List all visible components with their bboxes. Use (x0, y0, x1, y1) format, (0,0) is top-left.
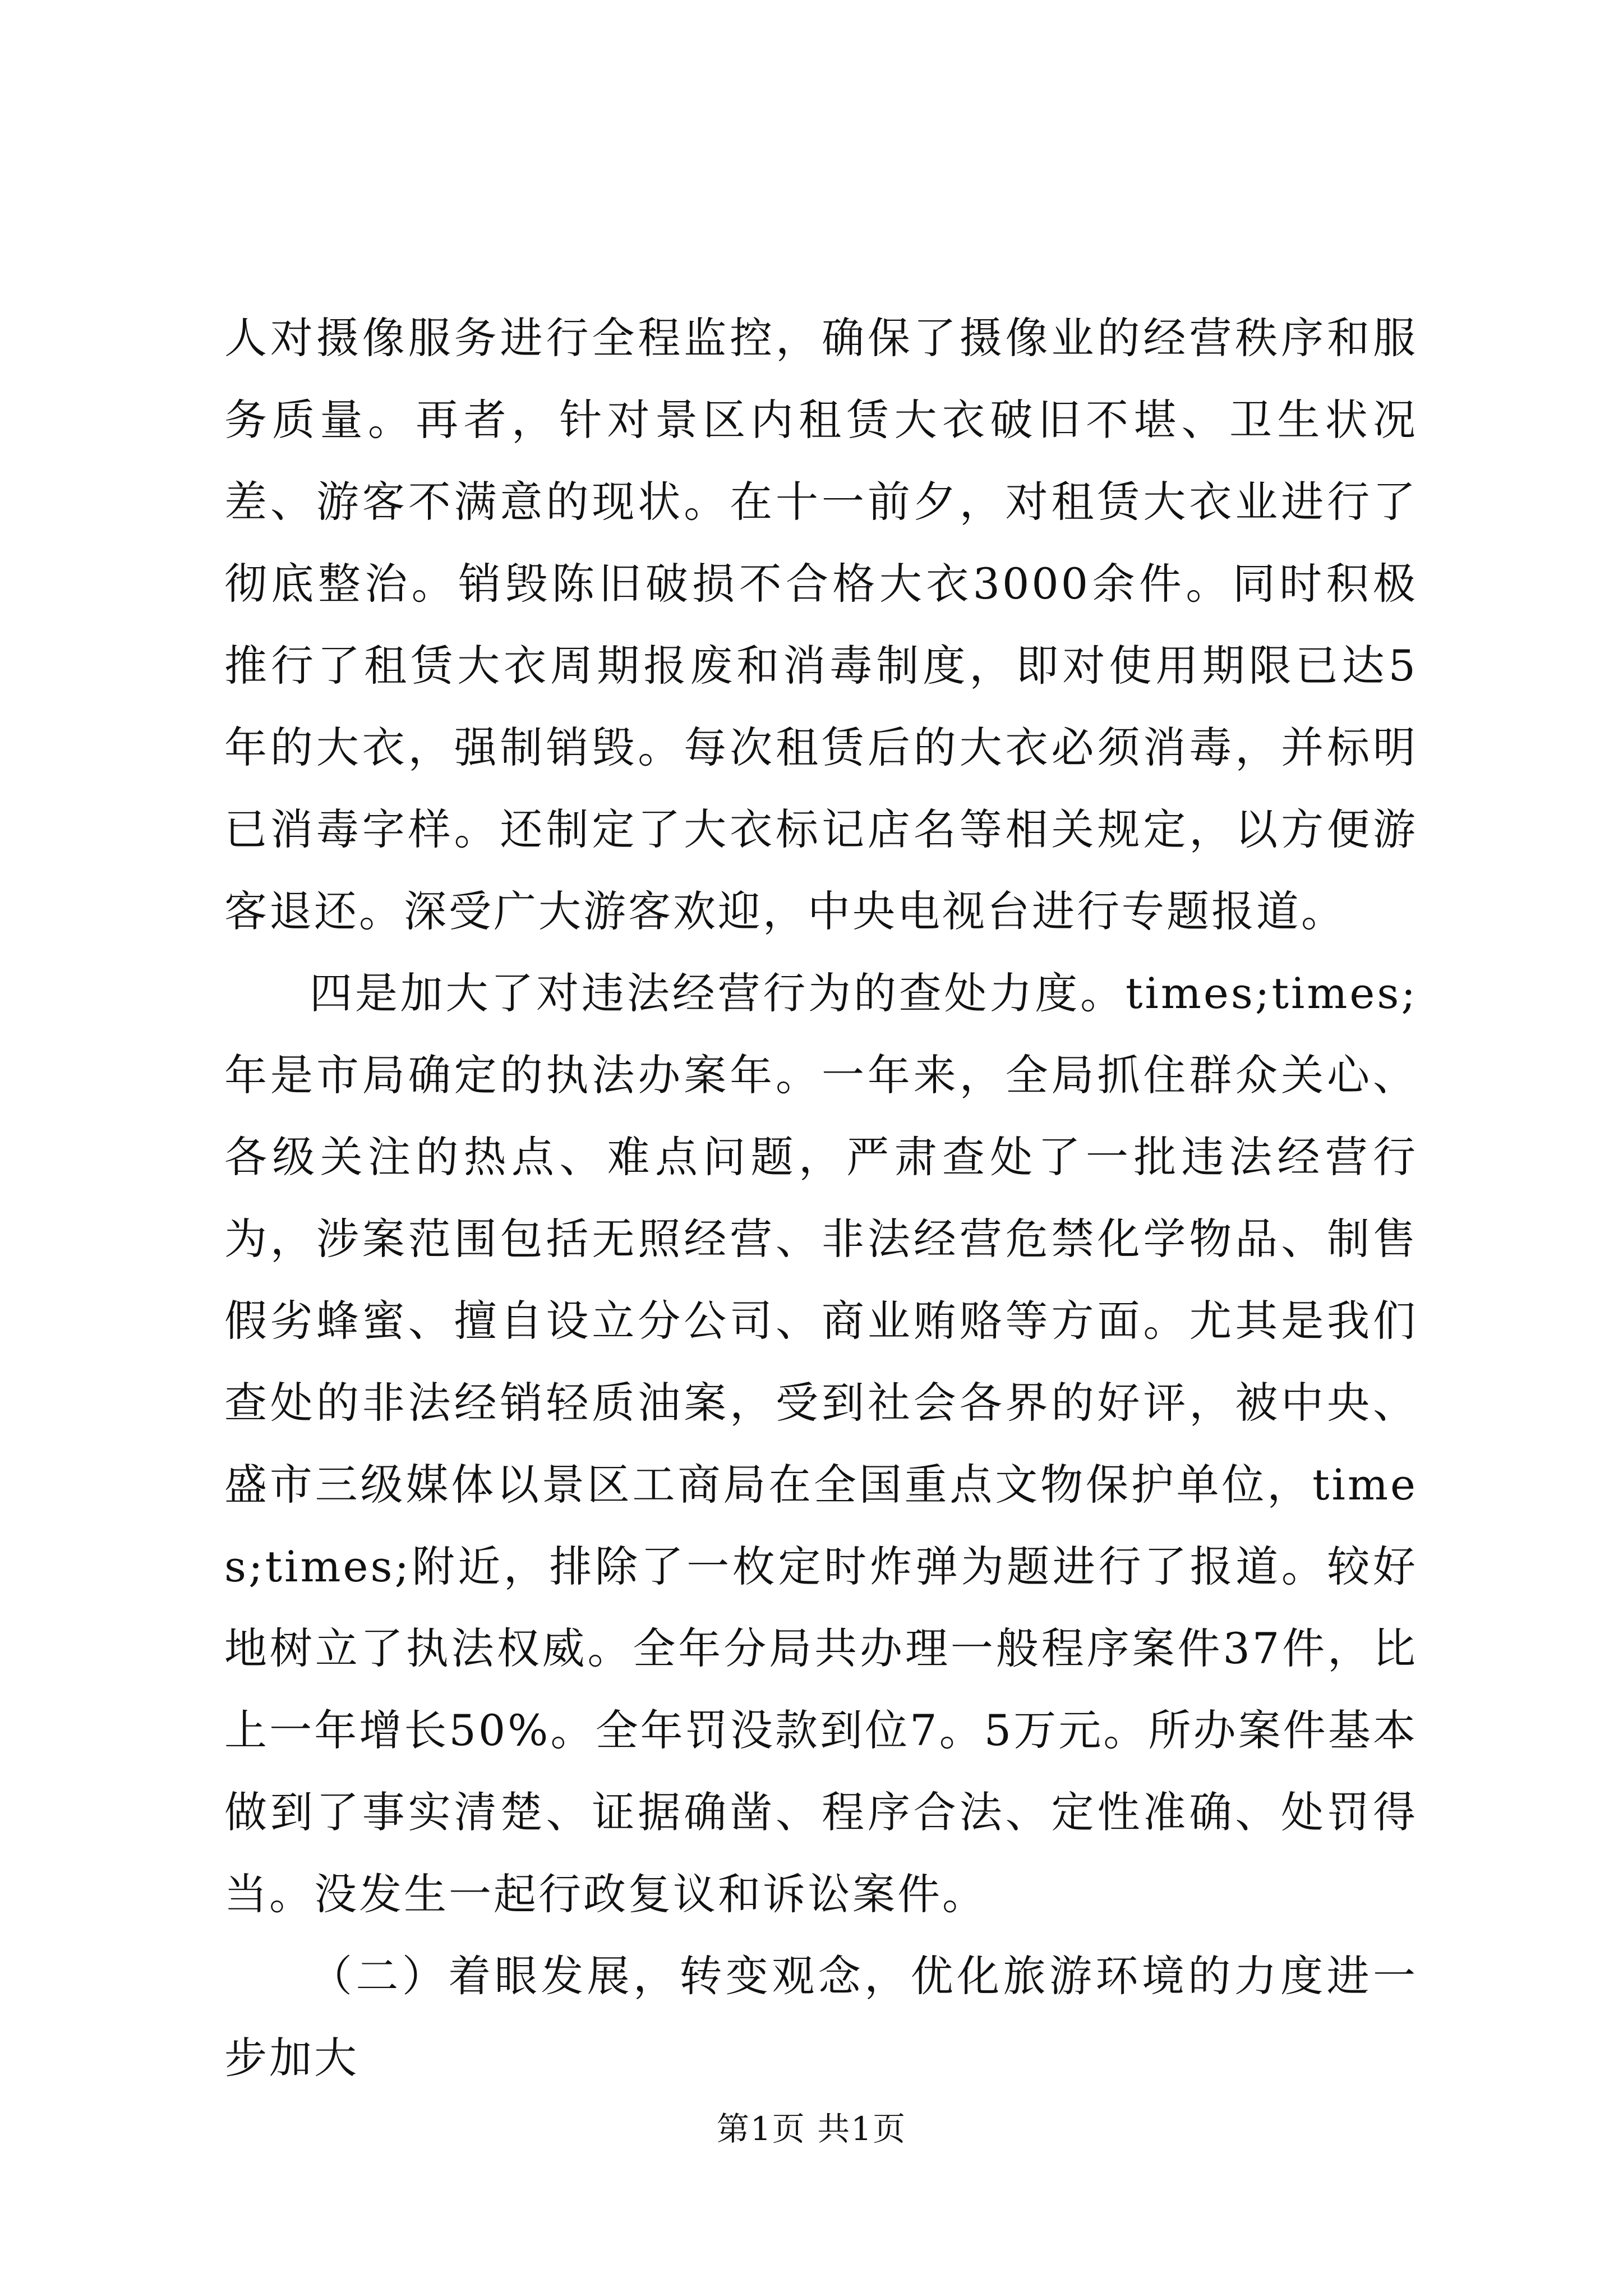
section-heading-two: （二）着眼发展，转变观念，优化旅游环境的力度进一步加大 (224, 1951, 1418, 2083)
paragraph-enforcement: 四是加大了对违法经营行为的查处力度。times;times;年是市局确定的执法办案年。一年来，全局抓住群众关心、各级关注的热点、难点问题，严肃查处了一批违法经营行为，涉案范围包括无照经营、非法经营危禁化学物品、制售假劣蜂蜜、擅自设立分公司、商业贿赂等方面。尤其是我们查处的非法经销轻质油案，受到社会各界的好评，被中央、盛市三级媒体以景区工商局在全国重点文物保护单位，times;times;附近，排除了一枚定时炸弹为题进行了报道。较好地树立了执法权威。全年分局共办理一般程序案件37件，比上一年增长50%。全年罚没款到位7。5万元。所办案件基本做到了事实清楚、证据确凿、程序合法、定性准确、处罚得当。没发生一起行政复议和诉讼案件。 (224, 968, 1418, 1919)
page-footer: 第1页 共1页 (716, 2110, 907, 2148)
paragraph-continued: 人对摄像服务进行全程监控，确保了摄像业的经营秩序和服务质量。再者，针对景区内租赁大衣破旧不堪、卫生状况差、游客不满意的现状。在十一前夕，对租赁大衣业进行了彻底整治。销毁陈旧破损不合格大衣3000余件。同时积极推行了租赁大衣周期报废和消毒制度，即对使用期限已达5年的大衣，强制销毁。每次租赁后的大衣必须消毒，并标明已消毒字样。还制定了大衣标记店名等相关规定，以方便游客退还。深受广大游客欢迎，中央电视台进行专题报道。 (224, 313, 1418, 936)
document-body (224, 297, 1418, 2099)
